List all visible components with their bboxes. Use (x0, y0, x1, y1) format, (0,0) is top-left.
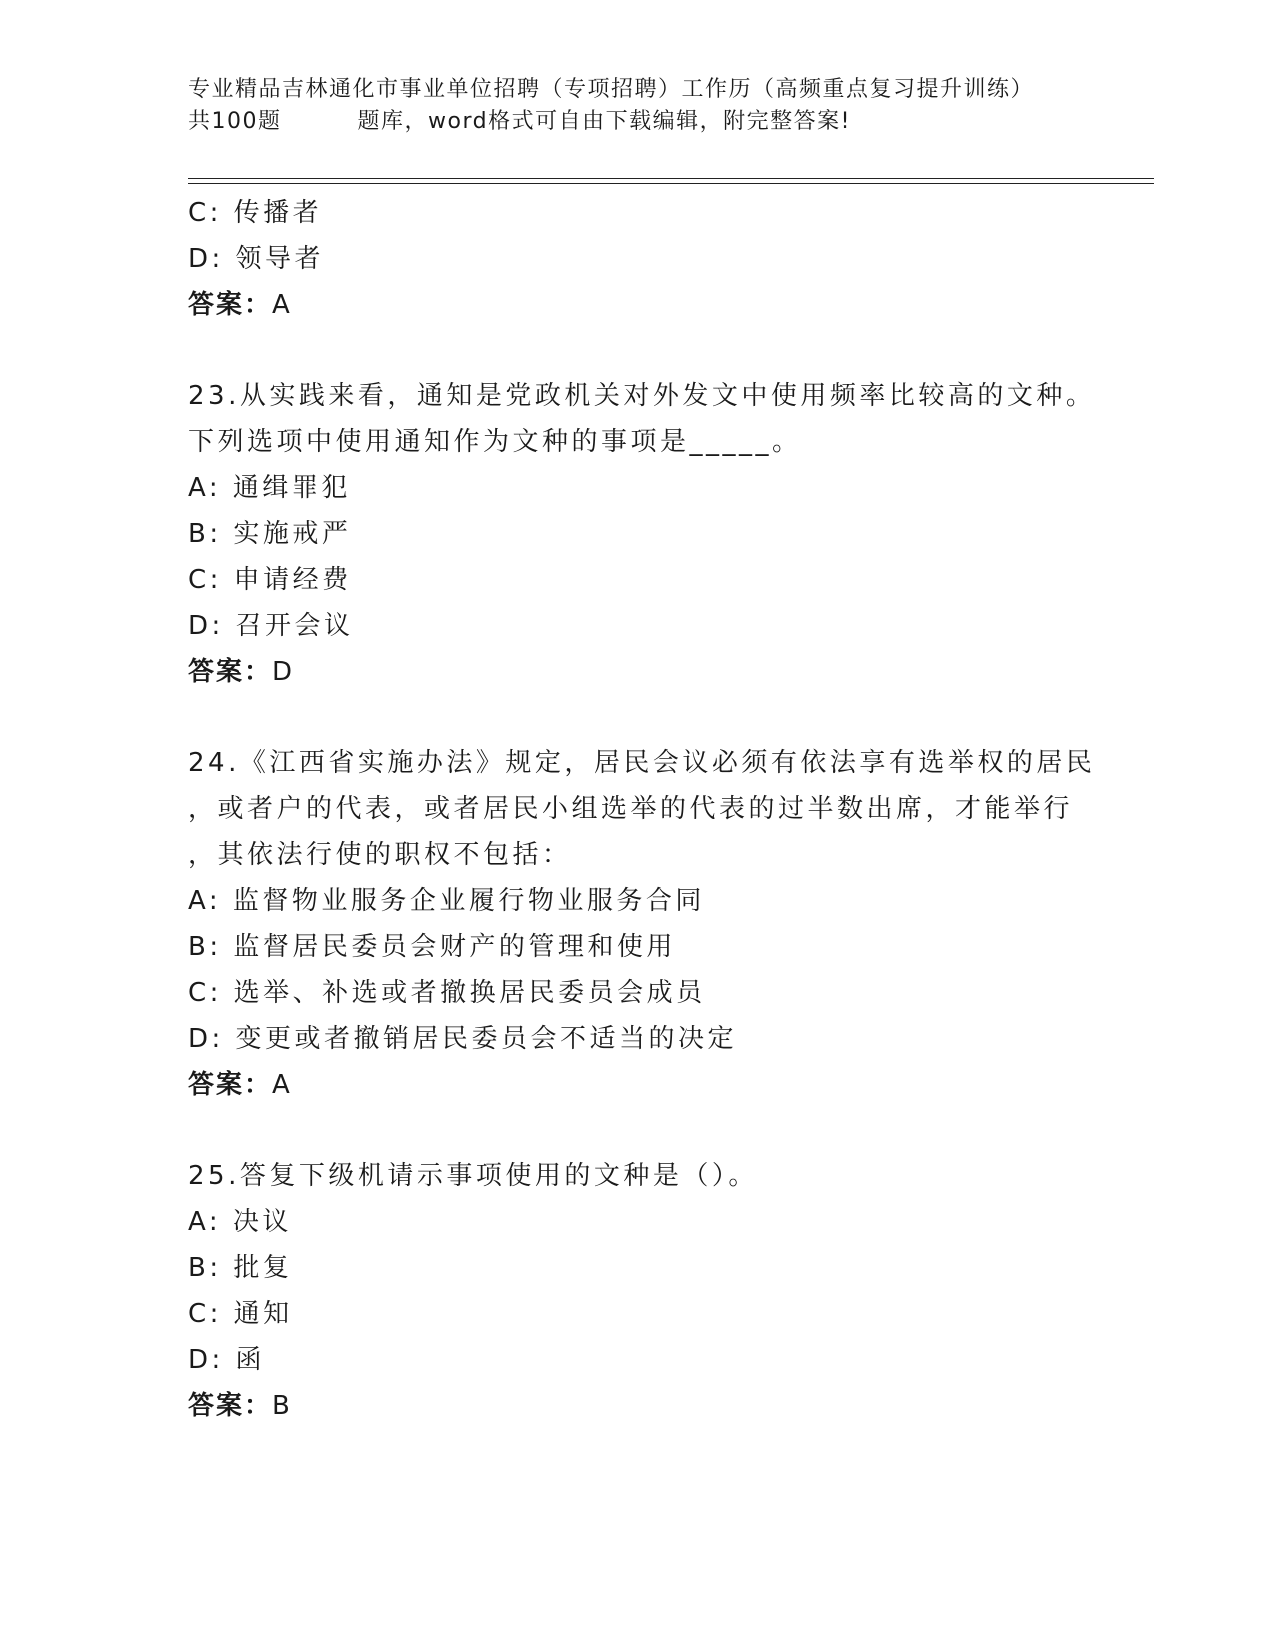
answer-line (188, 1062, 1088, 1108)
option-b: B: 实施戒严 (188, 519, 352, 549)
answer-label: 答案： (188, 1070, 273, 1100)
option-a: A: 监督物业服务企业履行物业服务合同 (188, 886, 705, 916)
header-title: 专业精品吉林通化市事业单位招聘（专项招聘）工作历（高频重点复习提升训练） (188, 77, 1035, 102)
header-divider-top (188, 178, 1154, 179)
header-subtitle (188, 106, 1168, 138)
option-c: C: 传播者 (188, 198, 323, 228)
question-24 (188, 740, 1096, 1108)
page-header (188, 74, 1168, 138)
option-d: D: 函 (188, 1345, 266, 1375)
answer-line (188, 1383, 1088, 1429)
document-body (188, 190, 1096, 1429)
answer-value: B (272, 1391, 292, 1421)
continued-question (188, 190, 1088, 328)
option-c: C: 通知 (188, 1299, 293, 1329)
option-d: D: 领导者 (188, 244, 325, 274)
question-25 (188, 1153, 1088, 1429)
option-b: B: 批复 (188, 1253, 293, 1283)
option-c: C: 选举、补选或者撤换居民委员会成员 (188, 978, 706, 1008)
option-d: D: 变更或者撤销居民委员会不适当的决定 (188, 1024, 738, 1054)
answer-label: 答案： (188, 657, 273, 687)
question-23 (188, 373, 1096, 695)
answer-label: 答案： (188, 1391, 273, 1421)
answer-value: A (272, 290, 292, 320)
option-a: A: 通缉罪犯 (188, 473, 351, 503)
answer-label: 答案： (188, 290, 273, 320)
question-text: 23.从实践来看，通知是党政机关对外发文中使用频率比较高的文种。 (188, 381, 1096, 411)
question-text: ，其依法行使的职权不包括： (188, 840, 572, 870)
question-text: 25.答复下级机请示事项使用的文种是（）。 (188, 1161, 758, 1191)
option-b: B: 监督居民委员会财产的管理和使用 (188, 932, 676, 962)
question-text: 24.《江西省实施办法》规定，居民会议必须有依法享有选举权的居民 (188, 748, 1096, 778)
question-text: 下列选项中使用通知作为文种的事项是_____。 (188, 427, 802, 457)
question-text: ，或者户的代表，或者居民小组选举的代表的过半数出席，才能举行 (188, 794, 1074, 824)
option-a: A: 决议 (188, 1207, 292, 1237)
option-c: C: 申请经费 (188, 565, 352, 595)
header-count: 共100题 (188, 109, 282, 134)
answer-value: A (272, 1070, 292, 1100)
header-divider-bottom (188, 183, 1154, 184)
header-description: 题库，word格式可自由下载编辑，附完整答案! (357, 109, 851, 134)
answer-line (188, 282, 1088, 328)
option-d: D: 召开会议 (188, 611, 354, 641)
answer-line (188, 649, 1088, 695)
answer-value: D (272, 657, 295, 687)
